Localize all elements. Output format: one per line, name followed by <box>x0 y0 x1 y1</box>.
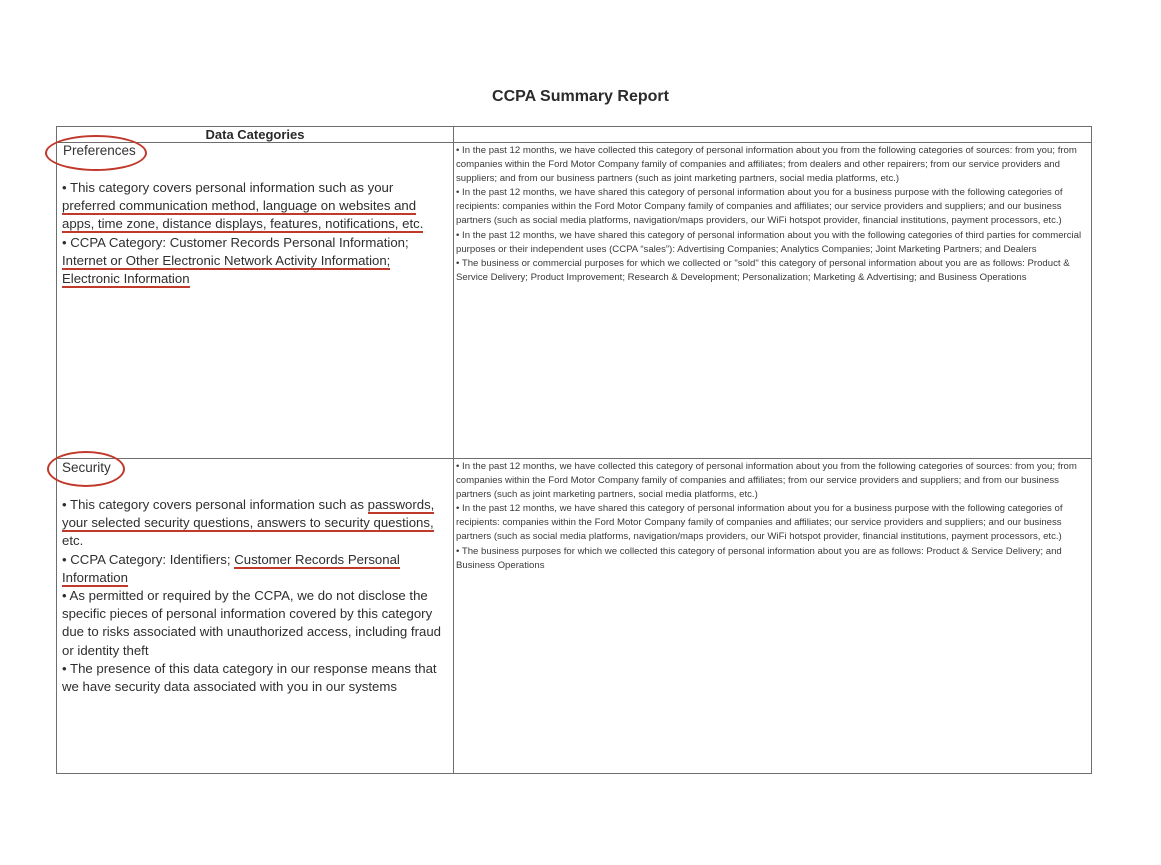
preferences-detail-purposes: • The business or commercial purposes for which we collected or "sold" this category of personal information about you are as follows: Product & Service Delivery; Product Improvement; Research & Development; Personalization; Marketing & Advertising; and Business Operations <box>456 257 1070 283</box>
preferences-details <box>456 144 1090 285</box>
summary-table <box>56 126 1092 774</box>
preferences-detail-sources: • In the past 12 months, we have collected this category of personal information about you from the following categories of sources: from you; from companies within the Ford Motor Company family of companies and affiliates; from dealers and other repairers; from our service providers and suppliers; and from our business partners (such as joint marketing partners, social media platforms, etc.) <box>456 145 1077 185</box>
security-description <box>62 496 454 696</box>
row-divider <box>57 458 1091 459</box>
preferences-description <box>62 179 454 288</box>
page-title: CCPA Summary Report <box>492 88 669 105</box>
security-details <box>456 460 1090 573</box>
category-preferences-title: Preferences <box>63 143 136 158</box>
preferences-detail-shared: • In the past 12 months, we have shared this category of personal information about you for a business purpose with the following categories of recipients: companies within the Ford Motor Company family of companies and affiliates; our service providers and suppliers; and our business partners (such as social media platforms, navigation/maps providers, our WiFi hotspot provider, financial institutions, payment processors, etc.) <box>456 187 1063 227</box>
security-bullet-1: • This category covers personal information such as passwords, your selected security questions, answers to security questions, etc. <box>62 497 435 549</box>
header-data-categories: Data Categories <box>205 127 305 142</box>
preferences-bullet-1: • This category covers personal information such as your preferred communication method, language on websites and apps, time zone, distance displays, features, notifications, etc. <box>62 180 424 232</box>
preferences-bullet-2: • CCPA Category: Customer Records Personal Information; Internet or Other Electronic Network Activity Information; Electronic Information <box>62 234 409 287</box>
preferences-detail-sales: • In the past 12 months, we have shared this category of personal information about you with the following categories of third parties for commercial purposes or their independent uses (CCPA “sales”): Advertising Companies; Analytics Companies; Joint Marketing Partners; and Dealers <box>456 229 1082 255</box>
security-bullet-3: • As permitted or required by the CCPA, we do not disclose the specific pieces of personal information covered by this category due to risks associated with unauthorized access, including fraud or identity theft <box>62 588 441 658</box>
security-detail-purposes: • The business purposes for which we collected this category of personal information about you are as follows: Product & Service Delivery; and Business Operations <box>456 545 1062 571</box>
security-detail-shared: • In the past 12 months, we have shared this category of personal information about you for a business purpose with the following categories of recipients: companies within the Ford Motor Company family of companies and affiliates; our service providers and suppliers; and our business partners (such as social media platforms, navigation/maps providers, our WiFi hotspot provider, financial institutions, payment processors, etc.) <box>456 503 1063 543</box>
security-detail-sources: • In the past 12 months, we have collected this category of personal information about you from the following categories of sources: from you; from companies within the Ford Motor Company family of companies and affiliates; from our service providers and suppliers; and from our business partners (such as joint marketing partners, social media platforms, etc.) <box>456 461 1077 501</box>
category-security-title: Security <box>62 460 111 475</box>
security-bullet-2: • CCPA Category: Identifiers; Customer Records Personal Information <box>62 551 400 585</box>
security-bullet-4: • The presence of this data category in our response means that we have security data associated with you in our systems <box>62 660 437 695</box>
